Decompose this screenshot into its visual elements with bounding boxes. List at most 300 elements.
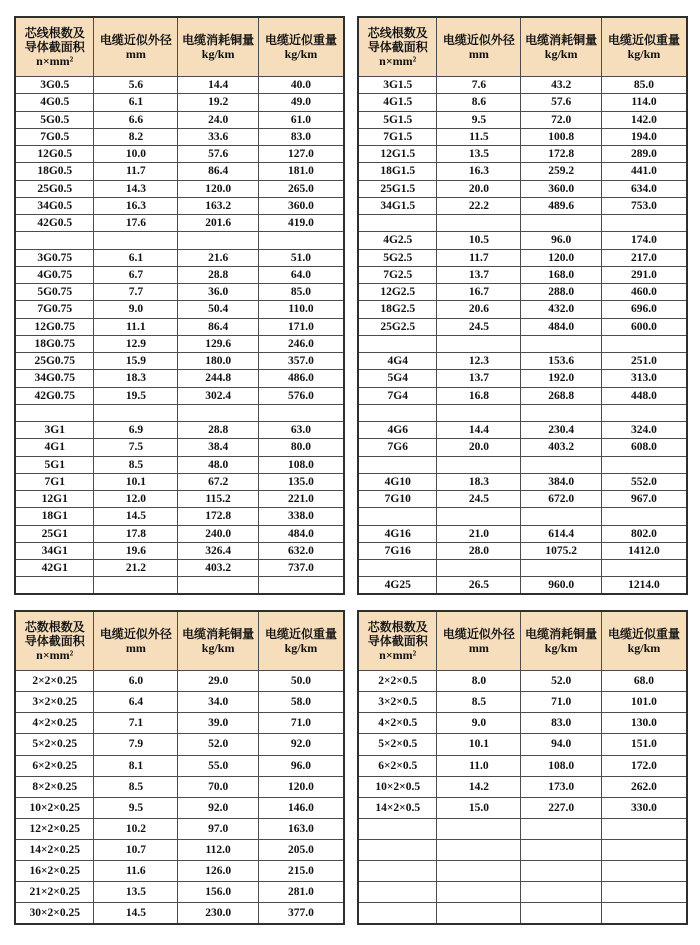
- cell: 172.0: [601, 755, 687, 776]
- cell: 146.0: [258, 797, 344, 818]
- column-header-line: 电缆近似外径: [99, 32, 172, 47]
- cell: 5G4: [358, 370, 437, 387]
- cell: [601, 840, 687, 861]
- cell: 12G2.5: [358, 284, 437, 301]
- cell: 115.2: [178, 491, 259, 508]
- cell: [437, 882, 521, 903]
- column-header: [178, 611, 259, 671]
- table-row: [15, 180, 344, 197]
- table-row: [15, 249, 344, 266]
- cell: 7G1.5: [358, 128, 437, 145]
- column-header: [601, 611, 687, 671]
- cell: 61.0: [258, 111, 344, 128]
- table-header: [15, 611, 344, 671]
- cell: 3×2×0.25: [15, 692, 94, 713]
- cell: [358, 903, 437, 924]
- cell: 4G10: [358, 473, 437, 490]
- cell: 6.4: [94, 692, 178, 713]
- cell: 460.0: [601, 284, 687, 301]
- cell: [178, 577, 259, 594]
- cell: 24.5: [437, 491, 521, 508]
- cell: 221.0: [258, 491, 344, 508]
- cell: 5G2.5: [358, 249, 437, 266]
- table-row: [358, 335, 687, 352]
- cell: [358, 882, 437, 903]
- cell: [358, 861, 437, 882]
- cell: 960.0: [521, 577, 602, 594]
- cell: [601, 818, 687, 839]
- table-row: [15, 713, 344, 734]
- table-row: [15, 215, 344, 232]
- cell: 19.6: [94, 542, 178, 559]
- cell: 4G1: [15, 439, 94, 456]
- cell: 753.0: [601, 197, 687, 214]
- table-row: [358, 473, 687, 490]
- column-header-line: n×mm²: [36, 54, 74, 69]
- table-row: [15, 422, 344, 439]
- cell: 357.0: [258, 353, 344, 370]
- cell: [437, 560, 521, 577]
- cell: 3G0.75: [15, 249, 94, 266]
- cell: 330.0: [601, 797, 687, 818]
- cell: 120.0: [178, 180, 259, 197]
- column-header-line: 电缆消耗铜量: [525, 626, 598, 641]
- table-row: [15, 577, 344, 594]
- cell: 22.2: [437, 197, 521, 214]
- cell: 50.0: [258, 671, 344, 692]
- column-header-line: 芯数根数及: [24, 619, 85, 634]
- cell: 201.6: [178, 215, 259, 232]
- cell: 192.0: [521, 370, 602, 387]
- cell: 288.0: [521, 284, 602, 301]
- cell: 7G10: [358, 491, 437, 508]
- table-row: [15, 797, 344, 818]
- table-row: [358, 755, 687, 776]
- table-row: [358, 404, 687, 421]
- table-row: [358, 318, 687, 335]
- table-row: [15, 163, 344, 180]
- cell: 127.0: [258, 146, 344, 163]
- table-row: [15, 318, 344, 335]
- table-row: [358, 439, 687, 456]
- cell: 19.2: [178, 94, 259, 111]
- cell: 484.0: [521, 318, 602, 335]
- column-header-line: 电缆近似外径: [99, 626, 172, 641]
- table-row: [358, 818, 687, 839]
- cell: 6×2×0.25: [15, 755, 94, 776]
- cell: 313.0: [601, 370, 687, 387]
- cell: 51.0: [258, 249, 344, 266]
- column-header-line: 电缆消耗铜量: [182, 626, 255, 641]
- cell: 172.8: [178, 508, 259, 525]
- table-row: [15, 77, 344, 94]
- cell: 215.0: [258, 861, 344, 882]
- cell: 9.0: [94, 301, 178, 318]
- cell: 10.1: [437, 734, 521, 755]
- cell: 696.0: [601, 301, 687, 318]
- cell: 227.0: [521, 797, 602, 818]
- cell: 11.1: [94, 318, 178, 335]
- cell: [521, 818, 602, 839]
- table-row: [15, 232, 344, 249]
- cell: [15, 404, 94, 421]
- cell: [358, 840, 437, 861]
- cell: 12.9: [94, 335, 178, 352]
- cell: 230.4: [521, 422, 602, 439]
- table-row: [15, 404, 344, 421]
- cell: 448.0: [601, 387, 687, 404]
- cell: 7.7: [94, 284, 178, 301]
- cable-spec-table-bottom-right: [357, 610, 688, 925]
- cell: 8.5: [94, 776, 178, 797]
- cell: [437, 335, 521, 352]
- column-header-line: 芯数根数及: [367, 619, 428, 634]
- spec-table: [357, 610, 688, 925]
- cell: 7G1: [15, 473, 94, 490]
- cell: 10.7: [94, 840, 178, 861]
- cell: 163.2: [178, 197, 259, 214]
- spec-table: [14, 610, 345, 925]
- cell: 7G4: [358, 387, 437, 404]
- cell: 21.2: [94, 560, 178, 577]
- table-row: [15, 525, 344, 542]
- table-row: [358, 491, 687, 508]
- cell: 7G16: [358, 542, 437, 559]
- table-row: [358, 180, 687, 197]
- column-header: [94, 611, 178, 671]
- cell: 57.6: [521, 94, 602, 111]
- cell: [437, 404, 521, 421]
- cell: 14.4: [178, 77, 259, 94]
- header-row: [15, 611, 344, 671]
- cell: 6.6: [94, 111, 178, 128]
- table-row: [15, 335, 344, 352]
- cell: 97.0: [178, 818, 259, 839]
- cell: 129.6: [178, 335, 259, 352]
- column-header: [521, 611, 602, 671]
- table-row: [15, 882, 344, 903]
- table-row: [358, 111, 687, 128]
- cell: 6.1: [94, 249, 178, 266]
- cell: 6.9: [94, 422, 178, 439]
- table-row: [15, 840, 344, 861]
- cell: 25G1.5: [358, 180, 437, 197]
- cell: [521, 404, 602, 421]
- table-row: [15, 439, 344, 456]
- table-row: [358, 353, 687, 370]
- cell: 18G0.75: [15, 335, 94, 352]
- cell: 180.0: [178, 353, 259, 370]
- cell: 10.5: [437, 232, 521, 249]
- cell: [358, 560, 437, 577]
- cell: [601, 903, 687, 924]
- cell: 9.5: [94, 797, 178, 818]
- cell: 181.0: [258, 163, 344, 180]
- cell: 168.0: [521, 266, 602, 283]
- cell: 18.3: [94, 370, 178, 387]
- cell: 163.0: [258, 818, 344, 839]
- cell: 28.0: [437, 542, 521, 559]
- column-header: [94, 17, 178, 77]
- cell: 205.0: [258, 840, 344, 861]
- column-header-line: kg/km: [627, 641, 661, 655]
- table-row: [358, 692, 687, 713]
- cell: 34G0.5: [15, 197, 94, 214]
- cell: 96.0: [521, 232, 602, 249]
- cell: 110.0: [258, 301, 344, 318]
- column-header: [601, 17, 687, 77]
- cell: 7.5: [94, 439, 178, 456]
- table-row: [358, 671, 687, 692]
- cell: 14×2×0.25: [15, 840, 94, 861]
- table-row: [15, 284, 344, 301]
- cell: 20.6: [437, 301, 521, 318]
- cell: 967.0: [601, 491, 687, 508]
- cell: [521, 215, 602, 232]
- cell: [601, 215, 687, 232]
- cell: 9.5: [437, 111, 521, 128]
- cell: 11.6: [94, 861, 178, 882]
- table-row: [358, 266, 687, 283]
- cell: 484.0: [258, 525, 344, 542]
- table-row: [15, 671, 344, 692]
- cell: 28.8: [178, 422, 259, 439]
- cell: [437, 508, 521, 525]
- cell: 64.0: [258, 266, 344, 283]
- cell: 16.7: [437, 284, 521, 301]
- cell: 11.5: [437, 128, 521, 145]
- cell: 86.4: [178, 163, 259, 180]
- cell: [601, 508, 687, 525]
- cell: 100.8: [521, 128, 602, 145]
- cell: 13.5: [437, 146, 521, 163]
- column-header-line: 电缆近似外径: [442, 32, 515, 47]
- cell: 489.6: [521, 197, 602, 214]
- cell: 30×2×0.25: [15, 903, 94, 924]
- cell: [358, 335, 437, 352]
- column-header-line: mm: [468, 47, 489, 61]
- cell: [521, 335, 602, 352]
- cell: 4G1.5: [358, 94, 437, 111]
- table-row: [15, 491, 344, 508]
- cell: 14.5: [94, 903, 178, 924]
- cell: 92.0: [258, 734, 344, 755]
- cell: 18G1: [15, 508, 94, 525]
- column-header-line: mm: [468, 641, 489, 655]
- cell: 10.1: [94, 473, 178, 490]
- column-header: [258, 17, 344, 77]
- cell: 135.0: [258, 473, 344, 490]
- table-row: [15, 301, 344, 318]
- cell: 13.7: [437, 266, 521, 283]
- cell: 12G1.5: [358, 146, 437, 163]
- cell: 11.7: [437, 249, 521, 266]
- cell: 28.8: [178, 266, 259, 283]
- cell: [601, 861, 687, 882]
- column-header-line: 导体截面积: [367, 633, 428, 648]
- table-row: [358, 301, 687, 318]
- cell: 21×2×0.25: [15, 882, 94, 903]
- table-row: [15, 197, 344, 214]
- cell: [437, 861, 521, 882]
- table-row: [358, 840, 687, 861]
- column-header-line: 导体截面积: [24, 633, 85, 648]
- cell: [601, 882, 687, 903]
- column-header-line: kg/km: [284, 641, 318, 655]
- cell: 83.0: [258, 128, 344, 145]
- cell: 5×2×0.25: [15, 734, 94, 755]
- cell: 34G1.5: [358, 197, 437, 214]
- table-row: [15, 266, 344, 283]
- cell: 6×2×0.5: [358, 755, 437, 776]
- cell: [358, 215, 437, 232]
- cell: [437, 818, 521, 839]
- cell: 21.0: [437, 525, 521, 542]
- cell: [178, 232, 259, 249]
- cell: [94, 577, 178, 594]
- cell: 108.0: [258, 456, 344, 473]
- cell: [601, 404, 687, 421]
- column-header-line: 电缆近似重量: [264, 626, 337, 641]
- column-header: [437, 17, 521, 77]
- cell: [178, 404, 259, 421]
- cell: 172.8: [521, 146, 602, 163]
- cell: 17.6: [94, 215, 178, 232]
- header-row: [358, 17, 687, 77]
- cell: 12G1: [15, 491, 94, 508]
- table-row: [15, 861, 344, 882]
- cell: 1412.0: [601, 542, 687, 559]
- cell: 6.7: [94, 266, 178, 283]
- cell: 26.5: [437, 577, 521, 594]
- cell: 4G0.5: [15, 94, 94, 111]
- cell: 246.0: [258, 335, 344, 352]
- cell: 108.0: [521, 755, 602, 776]
- cell: 58.0: [258, 692, 344, 713]
- cell: 6.1: [94, 94, 178, 111]
- cell: 244.8: [178, 370, 259, 387]
- cell: 85.0: [258, 284, 344, 301]
- cell: 151.0: [601, 734, 687, 755]
- cell: 1214.0: [601, 577, 687, 594]
- cell: 80.0: [258, 439, 344, 456]
- cell: 72.0: [521, 111, 602, 128]
- cell: 38.4: [178, 439, 259, 456]
- cell: 419.0: [258, 215, 344, 232]
- cell: 25G1: [15, 525, 94, 542]
- cell: 377.0: [258, 903, 344, 924]
- cell: 71.0: [521, 692, 602, 713]
- cell: 57.6: [178, 146, 259, 163]
- cell: 12G0.75: [15, 318, 94, 335]
- cell: 4G4: [358, 353, 437, 370]
- cell: [437, 215, 521, 232]
- cell: 634.0: [601, 180, 687, 197]
- cell: 34G1: [15, 542, 94, 559]
- cell: 802.0: [601, 525, 687, 542]
- spec-table: [14, 16, 345, 595]
- column-header-line: n×mm²: [36, 648, 74, 663]
- cell: [601, 456, 687, 473]
- cell: 289.0: [601, 146, 687, 163]
- table-row: [358, 197, 687, 214]
- table-header: [15, 17, 344, 77]
- column-header: [358, 17, 437, 77]
- column-header-line: 导体截面积: [24, 39, 85, 54]
- cell: [521, 861, 602, 882]
- cell: 3G1: [15, 422, 94, 439]
- cell: 25G2.5: [358, 318, 437, 335]
- cell: 268.8: [521, 387, 602, 404]
- cell: 34.0: [178, 692, 259, 713]
- table-row: [15, 473, 344, 490]
- cell: 25G0.75: [15, 353, 94, 370]
- cell: 24.0: [178, 111, 259, 128]
- cell: 71.0: [258, 713, 344, 734]
- header-row: [358, 611, 687, 671]
- cell: 360.0: [521, 180, 602, 197]
- cell: 10×2×0.25: [15, 797, 94, 818]
- table-row: [15, 94, 344, 111]
- table-row: [358, 713, 687, 734]
- table-row: [15, 456, 344, 473]
- cell: 7.1: [94, 713, 178, 734]
- cell: 10.0: [94, 146, 178, 163]
- cell: 67.2: [178, 473, 259, 490]
- cell: 4×2×0.25: [15, 713, 94, 734]
- cell: 52.0: [521, 671, 602, 692]
- cell: 114.0: [601, 94, 687, 111]
- column-header: [437, 611, 521, 671]
- cell: 142.0: [601, 111, 687, 128]
- column-header: [15, 17, 94, 77]
- table-row: [358, 508, 687, 525]
- table-row: [358, 370, 687, 387]
- column-header: [258, 611, 344, 671]
- cell: 5G0.5: [15, 111, 94, 128]
- cell: 632.0: [258, 542, 344, 559]
- cell: 16.3: [437, 163, 521, 180]
- cell: [94, 232, 178, 249]
- table-row: [358, 882, 687, 903]
- cell: 3G1.5: [358, 77, 437, 94]
- cell: 7.6: [437, 77, 521, 94]
- table-body: [358, 671, 687, 925]
- cell: 25G0.5: [15, 180, 94, 197]
- column-header-line: 芯线根数及: [24, 25, 85, 40]
- column-header-line: mm: [125, 47, 146, 61]
- cell: 217.0: [601, 249, 687, 266]
- cell: 338.0: [258, 508, 344, 525]
- cell: 7G0.5: [15, 128, 94, 145]
- cell: 8.1: [94, 755, 178, 776]
- table-row: [358, 776, 687, 797]
- table-row: [15, 542, 344, 559]
- cell: 8.5: [437, 692, 521, 713]
- cell: 92.0: [178, 797, 259, 818]
- table-row: [15, 755, 344, 776]
- cell: 240.0: [178, 525, 259, 542]
- cell: [258, 232, 344, 249]
- table-row: [15, 387, 344, 404]
- cell: 14.2: [437, 776, 521, 797]
- cell: [358, 818, 437, 839]
- column-header: [15, 611, 94, 671]
- column-header-line: kg/km: [284, 47, 318, 61]
- cell: 12.0: [94, 491, 178, 508]
- table-row: [358, 577, 687, 594]
- cell: 384.0: [521, 473, 602, 490]
